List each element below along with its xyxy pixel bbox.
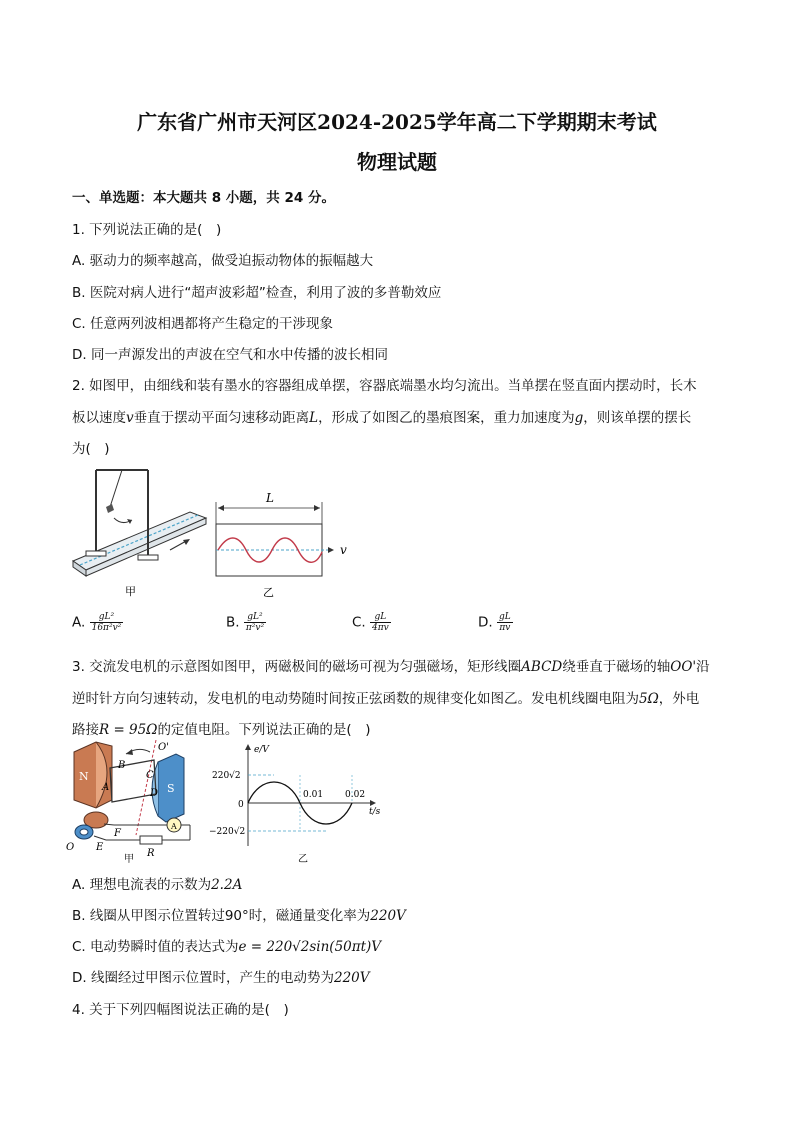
graph-tick-t1: 0.01 [303, 790, 324, 800]
exam-title: 广东省广州市天河区2024-2025学年高二下学期期末考试 [137, 110, 657, 134]
q2-text: 垂直于摆动平面匀速移动距离 [133, 410, 310, 426]
option-math: 2.2A [211, 877, 243, 893]
q3-stem-line3 [72, 718, 370, 738]
q2-stem-line2 [72, 406, 691, 426]
q3-var-rext: R = 95Ω [99, 722, 158, 738]
coil-label-c: C [146, 770, 154, 781]
q2-figure [70, 462, 360, 602]
option-text: B. 线圈从甲图示位置转过90°时，磁通量变化率为 [72, 908, 371, 924]
ink-trace-figure [216, 502, 334, 576]
q1-stem: 1. 下列说法正确的是( ) [72, 222, 222, 238]
q3-text: 的定值电阻。下列说法正确的是( ) [157, 722, 371, 738]
fig-label-yi: 乙 [298, 854, 308, 865]
q3-text: 绕垂直于磁场的轴 [562, 659, 671, 675]
resistor-label: R [147, 848, 155, 859]
option-label: A. [72, 614, 86, 631]
option-fraction [244, 612, 266, 633]
q2-var-l: L [309, 410, 319, 426]
q2-stem-line3: 为( ) [72, 441, 110, 457]
fig-label-l: L [266, 491, 274, 505]
coil-label-a: A [102, 782, 110, 793]
option-math: 220V [370, 908, 406, 924]
q2-option-c [352, 612, 391, 633]
q2-text: ，则该单摆的摆长 [583, 410, 692, 426]
q3-option-d [72, 966, 370, 986]
q3-text: 路接 [72, 722, 99, 738]
q3-var-oo: OO' [670, 659, 697, 675]
brush-label-f: F [114, 828, 121, 839]
option-fraction [497, 612, 513, 633]
option-math: 220V [333, 970, 370, 986]
magnet-n-label: N [79, 770, 89, 783]
q2-option-b [226, 612, 266, 633]
q1-option-c: C. 任意两列波相遇都将产生稳定的干涉现象 [72, 316, 334, 332]
q2-var-g: g [574, 410, 584, 426]
q3-figure [66, 740, 386, 866]
fraction-numerator: gL² [90, 612, 124, 623]
fig-label-jia: 甲 [124, 854, 134, 865]
graph-ymax-label: 220√2 [212, 771, 241, 781]
q3-option-a [72, 873, 242, 893]
fraction-numerator: gL² [244, 612, 266, 623]
option-label: D. [478, 614, 493, 631]
fraction-numerator: gL [370, 612, 391, 623]
brush-label-e: E [96, 842, 104, 853]
q2-var-v: v [126, 410, 134, 426]
q1-option-d: D. 同一声源发出的声波在空气和水中传播的波长相同 [72, 347, 388, 363]
graph-ymin-label: −220√2 [209, 827, 246, 837]
magnet-s-label: S [167, 782, 175, 795]
q2-stem-line1: 2. 如图甲，由细线和装有墨水的容器组成单摆，容器底端墨水均匀流出。当单摆在竖直面内摆动时，长木 [72, 378, 697, 394]
option-fraction [370, 612, 391, 633]
q3-text: 沿 [696, 659, 710, 675]
pendulum-apparatus-figure [73, 470, 206, 576]
coil-label-d: D [150, 788, 159, 799]
graph-tick-t2: 0.02 [345, 790, 366, 800]
q2-option-a [72, 612, 123, 633]
option-text: A. 理想电流表的示数为 [72, 877, 212, 893]
q3-stem-line2 [72, 687, 699, 707]
option-text: D. 线圈经过甲图示位置时，产生的电动势为 [72, 970, 334, 986]
ammeter-label: A [171, 822, 177, 831]
fig-label-yi: 乙 [263, 586, 274, 599]
coil-label-b: B [118, 760, 126, 771]
q3-var-abcd: ABCD [521, 659, 563, 675]
option-math: e = 220√2sin(50πt)V [238, 939, 382, 955]
fig-label-jia: 甲 [125, 585, 136, 598]
q3-text: 3. 交流发电机的示意图如图甲，两磁极间的磁场可视为匀强磁场，矩形线圈 [72, 659, 522, 675]
fraction-denominator: π²v² [245, 623, 265, 633]
option-label: B. [226, 614, 240, 631]
q2-option-d [478, 612, 513, 633]
q2-text: ，形成了如图乙的墨痕图案，重力加速度为 [318, 410, 575, 426]
q3-var-rcoil: 5Ω [639, 691, 659, 707]
axis-label-o: O [66, 842, 75, 853]
exam-subtitle: 物理试题 [357, 150, 437, 174]
fraction-denominator: 16π²v² [91, 623, 122, 633]
option-fraction [90, 612, 124, 633]
q2-text: 板以速度 [72, 410, 126, 426]
graph-xlabel: t/s [369, 807, 381, 817]
q1-option-a: A. 驱动力的频率越高，做受迫振动物体的振幅越大 [72, 253, 374, 269]
graph-ylabel: e/V [254, 745, 269, 755]
q3-option-c [72, 935, 381, 955]
fig-label-v: v [340, 543, 347, 557]
q3-option-b [72, 904, 406, 924]
option-text: C. 电动势瞬时值的表达式为 [72, 939, 239, 955]
q3-text: 逆时针方向匀速转动，发电机的电动势随时间按正弦函数的规律变化如图乙。发电机线圈电阻为 [72, 691, 639, 707]
section-heading: 一、单选题：本大题共 8 小题，共 24 分。 [72, 190, 335, 206]
fraction-denominator: πv [499, 623, 511, 633]
axis-label-oprime: O' [158, 742, 169, 753]
fraction-denominator: 4πv [372, 623, 389, 633]
fraction-numerator: gL [498, 612, 511, 622]
q3-text: ，外电 [658, 691, 700, 707]
option-label: C. [352, 614, 366, 631]
graph-origin-label: 0 [238, 800, 244, 810]
q4-stem: 4. 关于下列四幅图说法正确的是( ) [72, 1002, 289, 1018]
q1-option-b: B. 医院对病人进行“超声波彩超”检查，利用了波的多普勒效应 [72, 285, 442, 301]
q3-stem-line1 [72, 655, 710, 675]
